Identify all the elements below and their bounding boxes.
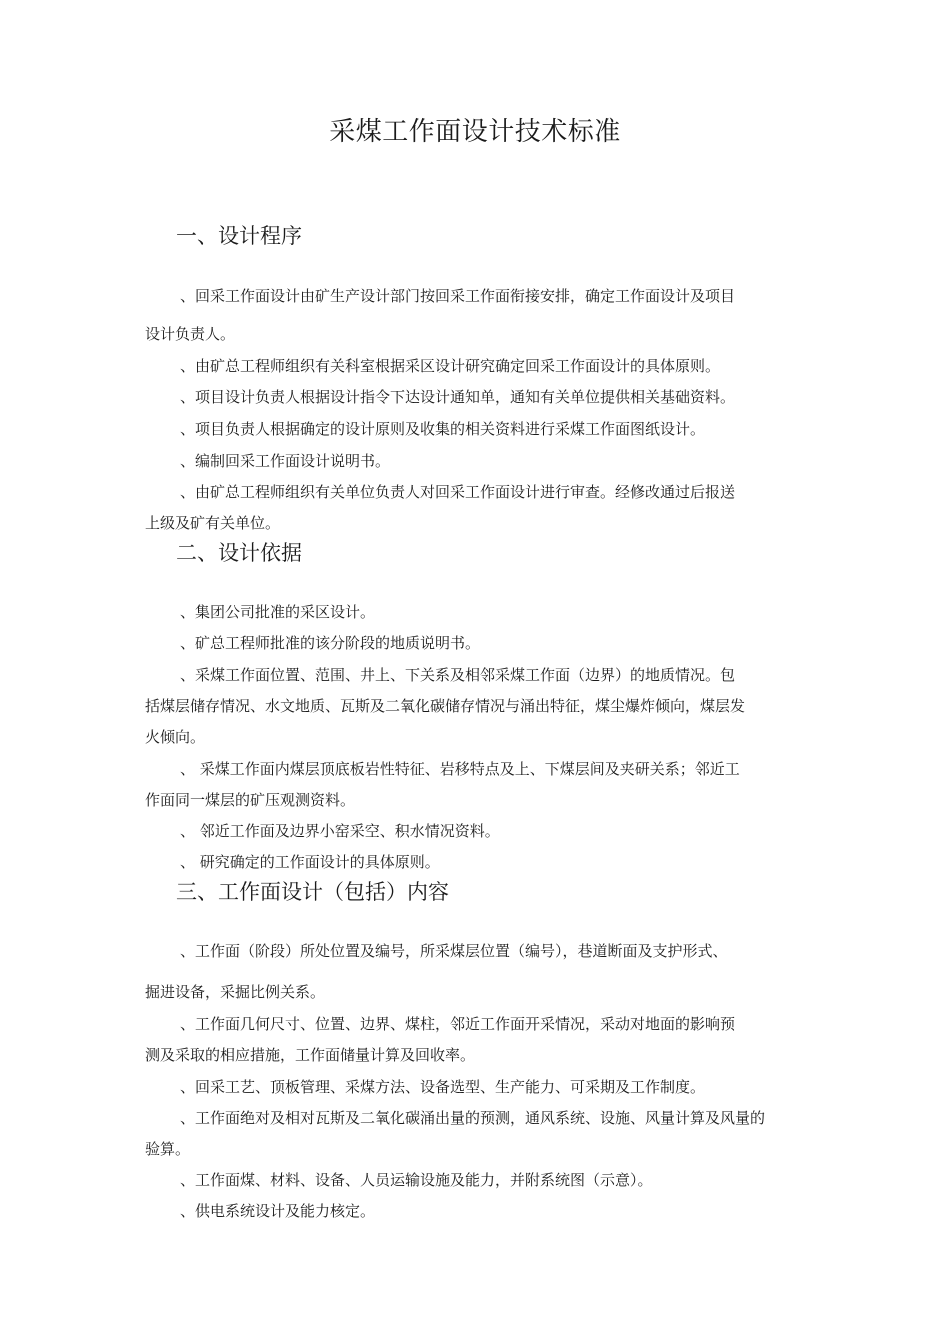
paragraph-line: 测及采取的相应措施，工作面储量计算及回收率。: [145, 1046, 476, 1064]
paragraph-line: 、由矿总工程师组织有关科室根据采区设计研究确定回采工作面设计的具体原则。: [180, 357, 721, 375]
paragraph-line: 、供电系统设计及能力核定。: [180, 1202, 376, 1220]
section-heading-basis: 二、设计依据: [176, 541, 302, 565]
paragraph-line: 、编制回采工作面设计说明书。: [180, 452, 391, 470]
paragraph-line: 、工作面几何尺寸、位置、边界、煤柱，邻近工作面开采情况，采动对地面的影响预: [180, 1015, 736, 1033]
paragraph-line: 、矿总工程师批准的该分阶段的地质说明书。: [180, 634, 481, 652]
paragraph-line: 验算。: [145, 1140, 191, 1158]
paragraph-line: 、采煤工作面位置、范围、井上、下关系及相邻采煤工作面（边界）的地质情况。包: [180, 666, 736, 684]
paragraph-line: 、回采工艺、顶板管理、采煤方法、设备选型、生产能力、可采期及工作制度。: [180, 1078, 706, 1096]
section-heading-contents: 三、工作面设计（包括）内容: [176, 880, 449, 904]
paragraph-line: 、工作面（阶段）所处位置及编号，所采煤层位置（编号），巷道断面及支护形式、: [180, 942, 728, 960]
paragraph-line: 、 邻近工作面及边界小窑采空、积水情况资料。: [180, 822, 500, 840]
paragraph-line: 、集团公司批准的采区设计。: [180, 603, 376, 621]
document-title: 采煤工作面设计技术标准: [329, 117, 621, 147]
paragraph-line: 、 研究确定的工作面设计的具体原则。: [180, 853, 440, 871]
paragraph-line: 、 采煤工作面内煤层顶底板岩性特征、岩移特点及上、下煤层间及夹研关系；邻近工: [180, 760, 740, 778]
paragraph-line: 、工作面绝对及相对瓦斯及二氧化碳涌出量的预测，通风系统、设施、风量计算及风量的: [180, 1109, 766, 1127]
paragraph-line: 设计负责人。: [145, 325, 236, 343]
section-heading-procedure: 一、设计程序: [176, 224, 302, 248]
paragraph-line: 作面同一煤层的矿压观测资料。: [145, 791, 356, 809]
paragraph-line: 火倾向。: [145, 728, 206, 746]
paragraph-line: 、工作面煤、材料、设备、人员运输设施及能力，并附系统图（示意）。: [180, 1171, 653, 1189]
paragraph-line: 、回采工作面设计由矿生产设计部门按回采工作面衔接安排，确定工作面设计及项目: [180, 287, 736, 305]
paragraph-line: 括煤层储存情况、水文地质、瓦斯及二氧化碳储存情况与涌出特征，煤尘爆炸倾向，煤层发: [145, 697, 746, 715]
paragraph-line: 、项目负责人根据确定的设计原则及收集的相关资料进行采煤工作面图纸设计。: [180, 420, 706, 438]
paragraph-line: 上级及矿有关单位。: [145, 514, 281, 532]
paragraph-line: 掘进设备，采掘比例关系。: [145, 983, 326, 1001]
paragraph-line: 、由矿总工程师组织有关单位负责人对回采工作面设计进行审查。经修改通过后报送: [180, 483, 736, 501]
paragraph-line: 、项目设计负责人根据设计指令下达设计通知单，通知有关单位提供相关基础资料。: [180, 388, 736, 406]
